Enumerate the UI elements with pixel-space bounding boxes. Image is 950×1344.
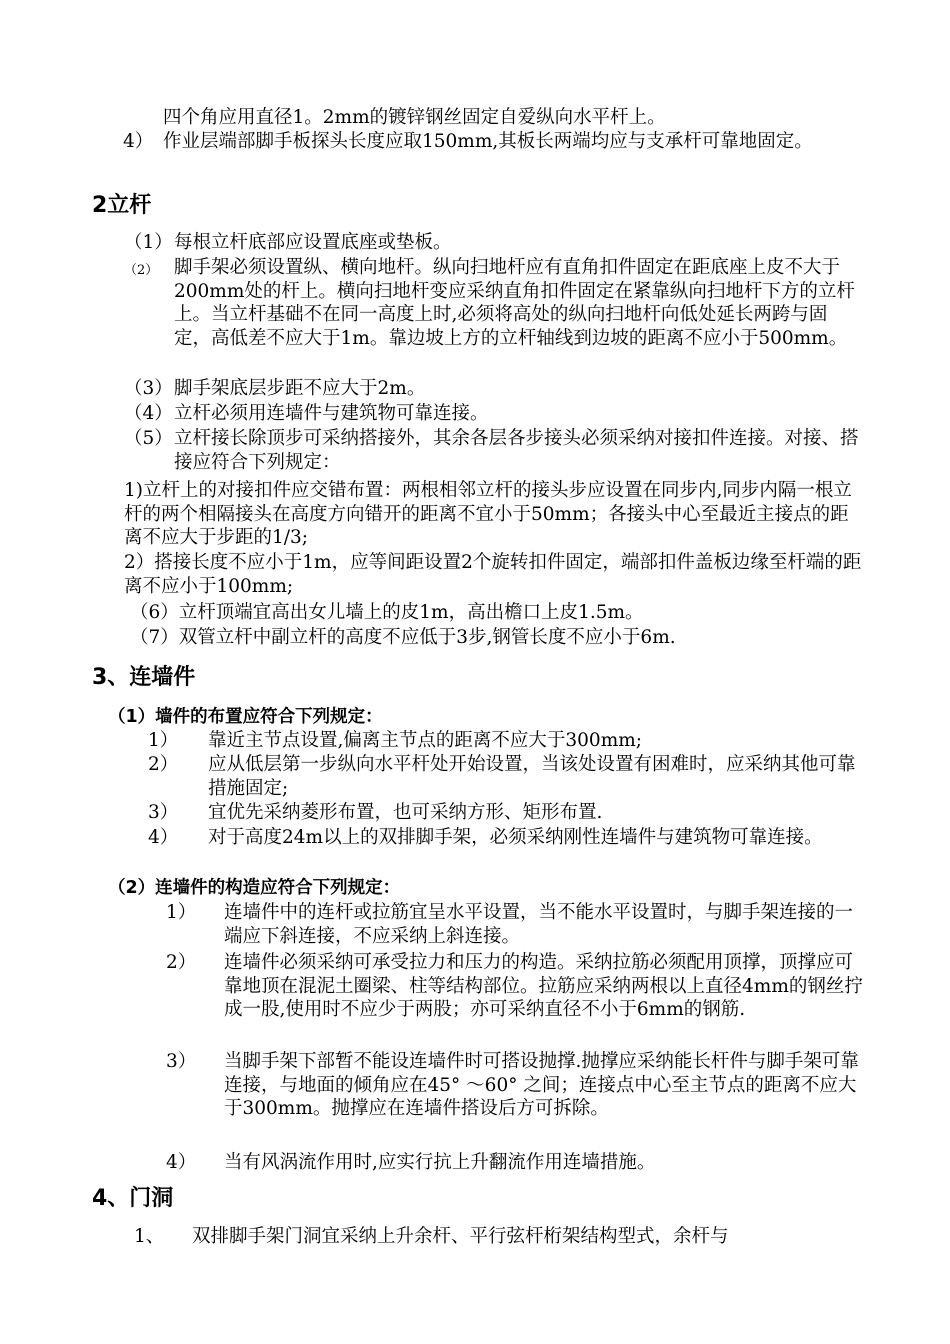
sec2-item-5 [124,427,864,474]
item-text: 双排脚手架门洞宜采纳上升余杆、平行弦杆桁架结构型式，余杆与 [192,1226,729,1247]
item-text: 连墙件必须采纳可承受拉力和压力的构造。采纳拉筋必须配用顶撑，顶撑应可靠地顶在混泥土圈梁、柱等结构部位。拉筋应采纳两根以上直径4mm的钢丝拧成一股,使用时不应少于两股；亦可采纳直径不小于6mm的钢筋. [224,952,863,1020]
item-text: 应从低层第一步纵向水平杆处开始设置，当该处设置有困难时，应采纳其他可靠措施固定; [208,754,856,799]
item-text: 作业层端部脚手板探头长度应取150mm,其板长两端均应与支承杆可靠地固定。 [163,131,813,152]
intro-item-4 [123,130,863,154]
item-text: 立杆必须用连墙件与建筑物可靠连接。 [174,403,489,424]
item-number: （3） [124,378,173,399]
item-number: 3） [148,802,179,823]
sec3-subheading-2: （2）连墙件的构造应符合下列规定： [108,878,401,898]
sec3-subheading-1: （1）墙件的布置应符合下列规定： [108,707,383,727]
section-3-heading: 3、连墙件 [92,665,196,690]
intro-line: 四个角应用直径1。2mm的镀锌钢丝固定自爱纵向水平杆上。 [163,107,666,128]
item-number: 4） [123,131,154,152]
sec3-sub2-item-2 [166,951,864,1022]
sec2-item-1 [124,231,864,255]
item-number: 2） [166,952,197,973]
sec3-sub2-item-1 [166,901,864,948]
sec2-item-6: （6）立杆顶端宜高出女儿墙上的皮1m，高出檐口上皮1.5m。 [130,602,644,623]
item-text: 立杆接长除顶步可采纳搭接外，其余各层各步接头必须采纳对接扣件连接。对接、搭接应符合下列规定： [174,428,859,473]
item-text: 靠近主节点设置,偏离主节点的距离不应大于300mm; [208,730,643,751]
sec3-sub2-item-4 [166,1151,864,1175]
item-text: 连墙件中的连杆或拉筋宜呈水平设置，当不能水平设置时，与脚手架连接的一端应下斜连接，不应采纳上斜连接。 [224,902,854,947]
sec2-item-3 [124,377,864,401]
item-number: （4） [124,403,173,424]
section-2-heading: 2立杆 [92,193,152,218]
item-number: 1） [148,730,179,751]
item-number: 1） [166,902,197,923]
sec4-item-1 [134,1225,864,1249]
sec3-sub1-item-4 [148,826,864,850]
sec3-sub1-item-1 [148,729,864,753]
sec2-para-2: 2）搭接长度不应小于1m，应等间距设置2个旋转扣件固定，端部扣件盖板边缘至杆端的距离不应小于100mm; [124,552,862,597]
sec2-item-2 [124,256,864,350]
item-text: 脚手架底层步距不应大于2m。 [174,378,426,399]
sec2-para-1: 1)立杆上的对接扣件应交错布置：两根相邻立杆的接头步应设置在同步内,同步内隔一根立杆的两个相隔接头在高度方向错开的距离不宜小于50mm；各接头中心至最近主接点的距离不应大于步距的1/3; [124,480,852,548]
item-text: 当有风涡流作用时,应实行抗上升翻流作用连墙措施。 [224,1152,656,1173]
item-text: 每根立杆底部应设置底座或垫板。 [174,232,452,253]
item-text: 宜优先采纳菱形布置，也可采纳方形、矩形布置. [208,802,603,823]
item-text: 对于高度24m以上的双排脚手架，必须采纳刚性连墙件与建筑物可靠连接。 [208,827,823,848]
sec3-sub2-item-3 [166,1050,864,1121]
item-text: 当脚手架下部暂不能设连墙件时可搭设抛撑.抛撑应采纳能长杆件与脚手架可靠连接，与地面的倾角应在45° ～60° 之间；连接点中心至主节点的距离不应大于300mm。抛撑应在连墙件搭设后方可拆除。 [224,1051,859,1119]
sec2-item-4 [124,402,864,426]
sec3-sub1-item-3 [148,801,864,825]
item-number: 2） [148,754,179,775]
item-number: （5） [124,428,173,449]
sec2-item-7: （7）双管立杆中副立杆的高度不应低于3步,钢管长度不应小于6m. [130,627,676,648]
item-number: （2） [124,263,159,278]
item-number: 1、 [134,1226,165,1247]
section-4-heading: 4、门洞 [92,1186,174,1211]
item-number: （1） [124,232,173,253]
item-number: 4） [166,1152,197,1173]
item-number: 4） [148,827,179,848]
sec3-sub1-item-2 [148,753,864,800]
item-text: 脚手架必须设置纵、横向地杆。纵向扫地杆应有直角扣件固定在距底座上皮不大于200mm处的杆上。横向扫地杆变应采纳直角扣件固定在紧靠纵向扫地杆下方的立杆上。当立杆基础不在同一高度上时,必须将高处的纵向扫地杆向低处延长两跨与固定，高低差不应大于1m。靠边坡上方的立杆轴线到边坡的距离不应小于500mm。 [174,257,855,349]
item-number: 3） [166,1051,197,1072]
